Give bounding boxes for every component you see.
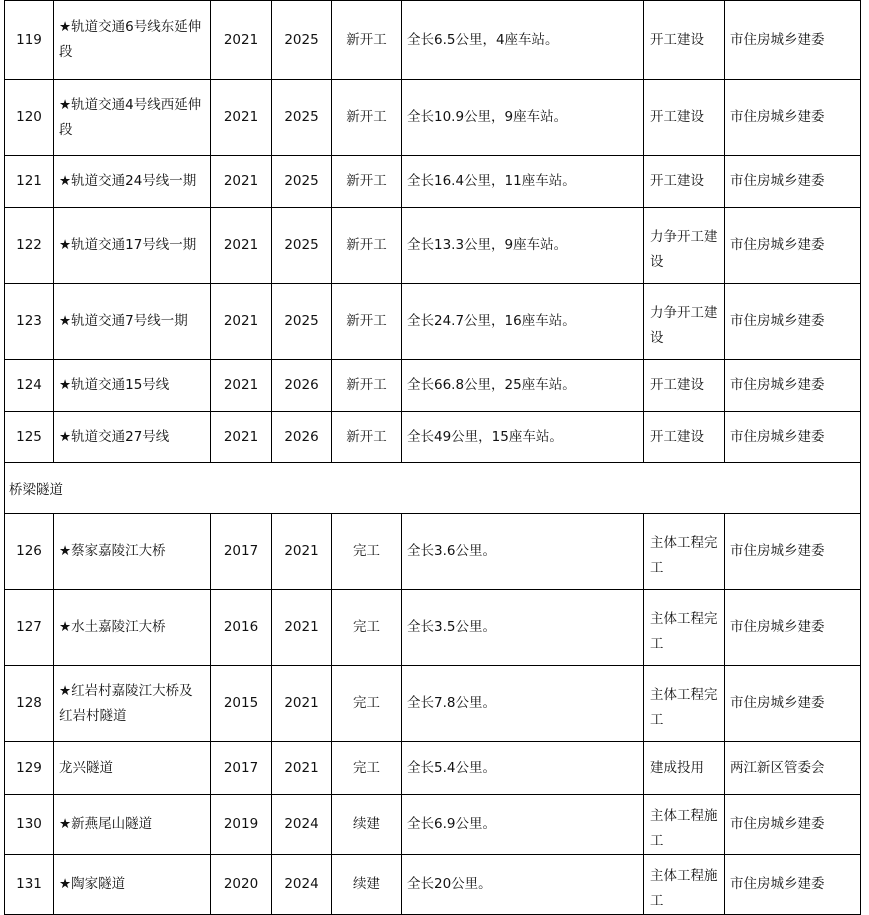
table-row	[5, 590, 861, 666]
start-year: 2021	[211, 80, 272, 156]
end-year: 2025	[272, 284, 332, 360]
responsible-unit: 市住房城乡建委	[725, 590, 861, 666]
table-row	[5, 855, 861, 915]
responsible-unit: 市住房城乡建委	[725, 284, 861, 360]
construction-type: 完工	[332, 514, 402, 590]
progress-text: 建成投用	[650, 759, 704, 776]
project-name: ★轨道交通24号线一期	[54, 156, 211, 208]
responsible-unit: 市住房城乡建委	[725, 80, 861, 156]
project-description: 全长10.9公里，9座车站。	[402, 80, 644, 156]
responsible-unit: 市住房城乡建委	[725, 514, 861, 590]
responsible-unit: 市住房城乡建委	[725, 412, 861, 463]
end-year: 2026	[272, 360, 332, 412]
progress	[644, 208, 725, 284]
row-number: 126	[5, 514, 54, 590]
progress-text: 开工建设	[650, 173, 704, 189]
table-row	[5, 412, 861, 463]
progress	[644, 590, 725, 666]
project-name: ★蔡家嘉陵江大桥	[54, 514, 211, 590]
project-description: 全长16.4公里，11座车站。	[402, 156, 644, 208]
project-description: 全长6.9公里。	[402, 795, 644, 855]
table-row	[5, 284, 861, 360]
project-description: 全长3.6公里。	[402, 514, 644, 590]
table-row	[5, 666, 861, 742]
responsible-unit: 市住房城乡建委	[725, 855, 861, 915]
progress	[644, 1, 725, 80]
progress-text: 主体工程施工	[650, 868, 718, 909]
start-year: 2017	[211, 742, 272, 795]
construction-type: 续建	[332, 855, 402, 915]
section-title: 桥梁隧道	[9, 481, 63, 498]
end-year: 2025	[272, 1, 332, 80]
progress-text: 开工建设	[650, 428, 704, 445]
project-description: 全长6.5公里，4座车站。	[402, 1, 644, 80]
construction-type: 新开工	[332, 284, 402, 360]
progress	[644, 795, 725, 855]
table-row	[5, 80, 861, 156]
section-header	[5, 463, 861, 514]
responsible-unit: 市住房城乡建委	[725, 208, 861, 284]
progress-text: 主体工程完工	[650, 535, 718, 576]
responsible-unit: 市住房城乡建委	[725, 156, 861, 208]
row-number: 130	[5, 795, 54, 855]
project-name: ★轨道交通15号线	[54, 360, 211, 412]
row-number: 122	[5, 208, 54, 284]
row-number: 121	[5, 156, 54, 208]
progress	[644, 666, 725, 742]
end-year: 2021	[272, 742, 332, 795]
end-year: 2024	[272, 855, 332, 915]
construction-type: 新开工	[332, 208, 402, 284]
project-name: ★轨道交通17号线一期	[54, 208, 211, 284]
table-row	[5, 360, 861, 412]
row-number: 119	[5, 1, 54, 80]
row-number: 129	[5, 742, 54, 795]
project-description: 全长66.8公里，25座车站。	[402, 360, 644, 412]
progress	[644, 412, 725, 463]
end-year: 2026	[272, 412, 332, 463]
start-year: 2016	[211, 590, 272, 666]
progress-text: 力争开工建设	[650, 229, 718, 270]
progress	[644, 514, 725, 590]
project-description: 全长13.3公里，9座车站。	[402, 208, 644, 284]
project-description: 全长49公里，15座车站。	[402, 412, 644, 463]
progress-text: 力争开工建设	[650, 305, 718, 346]
start-year: 2021	[211, 208, 272, 284]
responsible-unit: 市住房城乡建委	[725, 360, 861, 412]
construction-type: 完工	[332, 666, 402, 742]
section-header-row	[5, 463, 861, 514]
progress-text: 主体工程完工	[650, 611, 718, 652]
responsible-unit: 市住房城乡建委	[725, 666, 861, 742]
project-name: ★新燕尾山隧道	[54, 795, 211, 855]
project-name: ★轨道交通4号线西延伸段	[54, 80, 211, 156]
table-row	[5, 795, 861, 855]
project-name: ★轨道交通6号线东延伸段	[54, 1, 211, 80]
construction-type: 完工	[332, 742, 402, 795]
end-year: 2025	[272, 80, 332, 156]
row-number: 127	[5, 590, 54, 666]
project-name: ★水土嘉陵江大桥	[54, 590, 211, 666]
end-year: 2024	[272, 795, 332, 855]
row-number: 128	[5, 666, 54, 742]
end-year: 2021	[272, 666, 332, 742]
table-row	[5, 742, 861, 795]
progress-text: 主体工程完工	[650, 687, 718, 728]
construction-type: 续建	[332, 795, 402, 855]
row-number: 124	[5, 360, 54, 412]
row-number: 131	[5, 855, 54, 915]
progress-text: 开工建设	[650, 377, 704, 393]
start-year: 2020	[211, 855, 272, 915]
table-row	[5, 156, 861, 208]
start-year: 2015	[211, 666, 272, 742]
project-name: ★陶家隧道	[54, 855, 211, 915]
progress	[644, 360, 725, 412]
progress	[644, 80, 725, 156]
start-year: 2021	[211, 156, 272, 208]
start-year: 2019	[211, 795, 272, 855]
start-year: 2017	[211, 514, 272, 590]
responsible-unit: 两江新区管委会	[725, 742, 861, 795]
construction-type: 新开工	[332, 1, 402, 80]
end-year: 2021	[272, 514, 332, 590]
project-name: 龙兴隧道	[54, 742, 211, 795]
progress	[644, 156, 725, 208]
start-year: 2021	[211, 1, 272, 80]
construction-type: 新开工	[332, 360, 402, 412]
end-year: 2025	[272, 208, 332, 284]
construction-type: 新开工	[332, 80, 402, 156]
project-description: 全长24.7公里，16座车站。	[402, 284, 644, 360]
project-name: ★轨道交通7号线一期	[54, 284, 211, 360]
project-description: 全长5.4公里。	[402, 742, 644, 795]
progress-text: 主体工程施工	[650, 808, 718, 849]
start-year: 2021	[211, 360, 272, 412]
start-year: 2021	[211, 284, 272, 360]
responsible-unit: 市住房城乡建委	[725, 795, 861, 855]
project-description: 全长7.8公里。	[402, 666, 644, 742]
progress-text: 开工建设	[650, 109, 704, 125]
project-name: ★轨道交通27号线	[54, 412, 211, 463]
project-description: 全长20公里。	[402, 855, 644, 915]
project-description: 全长3.5公里。	[402, 590, 644, 666]
row-number: 120	[5, 80, 54, 156]
progress	[644, 855, 725, 915]
table-row	[5, 514, 861, 590]
progress	[644, 742, 725, 795]
end-year: 2021	[272, 590, 332, 666]
construction-type: 新开工	[332, 156, 402, 208]
construction-type: 新开工	[332, 412, 402, 463]
construction-type: 完工	[332, 590, 402, 666]
start-year: 2021	[211, 412, 272, 463]
progress	[644, 284, 725, 360]
project-name: ★红岩村嘉陵江大桥及红岩村隧道	[54, 666, 211, 742]
end-year: 2025	[272, 156, 332, 208]
responsible-unit: 市住房城乡建委	[725, 1, 861, 80]
row-number: 123	[5, 284, 54, 360]
project-table	[4, 0, 861, 915]
row-number: 125	[5, 412, 54, 463]
table-row	[5, 1, 861, 80]
progress-text: 开工建设	[650, 31, 704, 48]
table-row	[5, 208, 861, 284]
